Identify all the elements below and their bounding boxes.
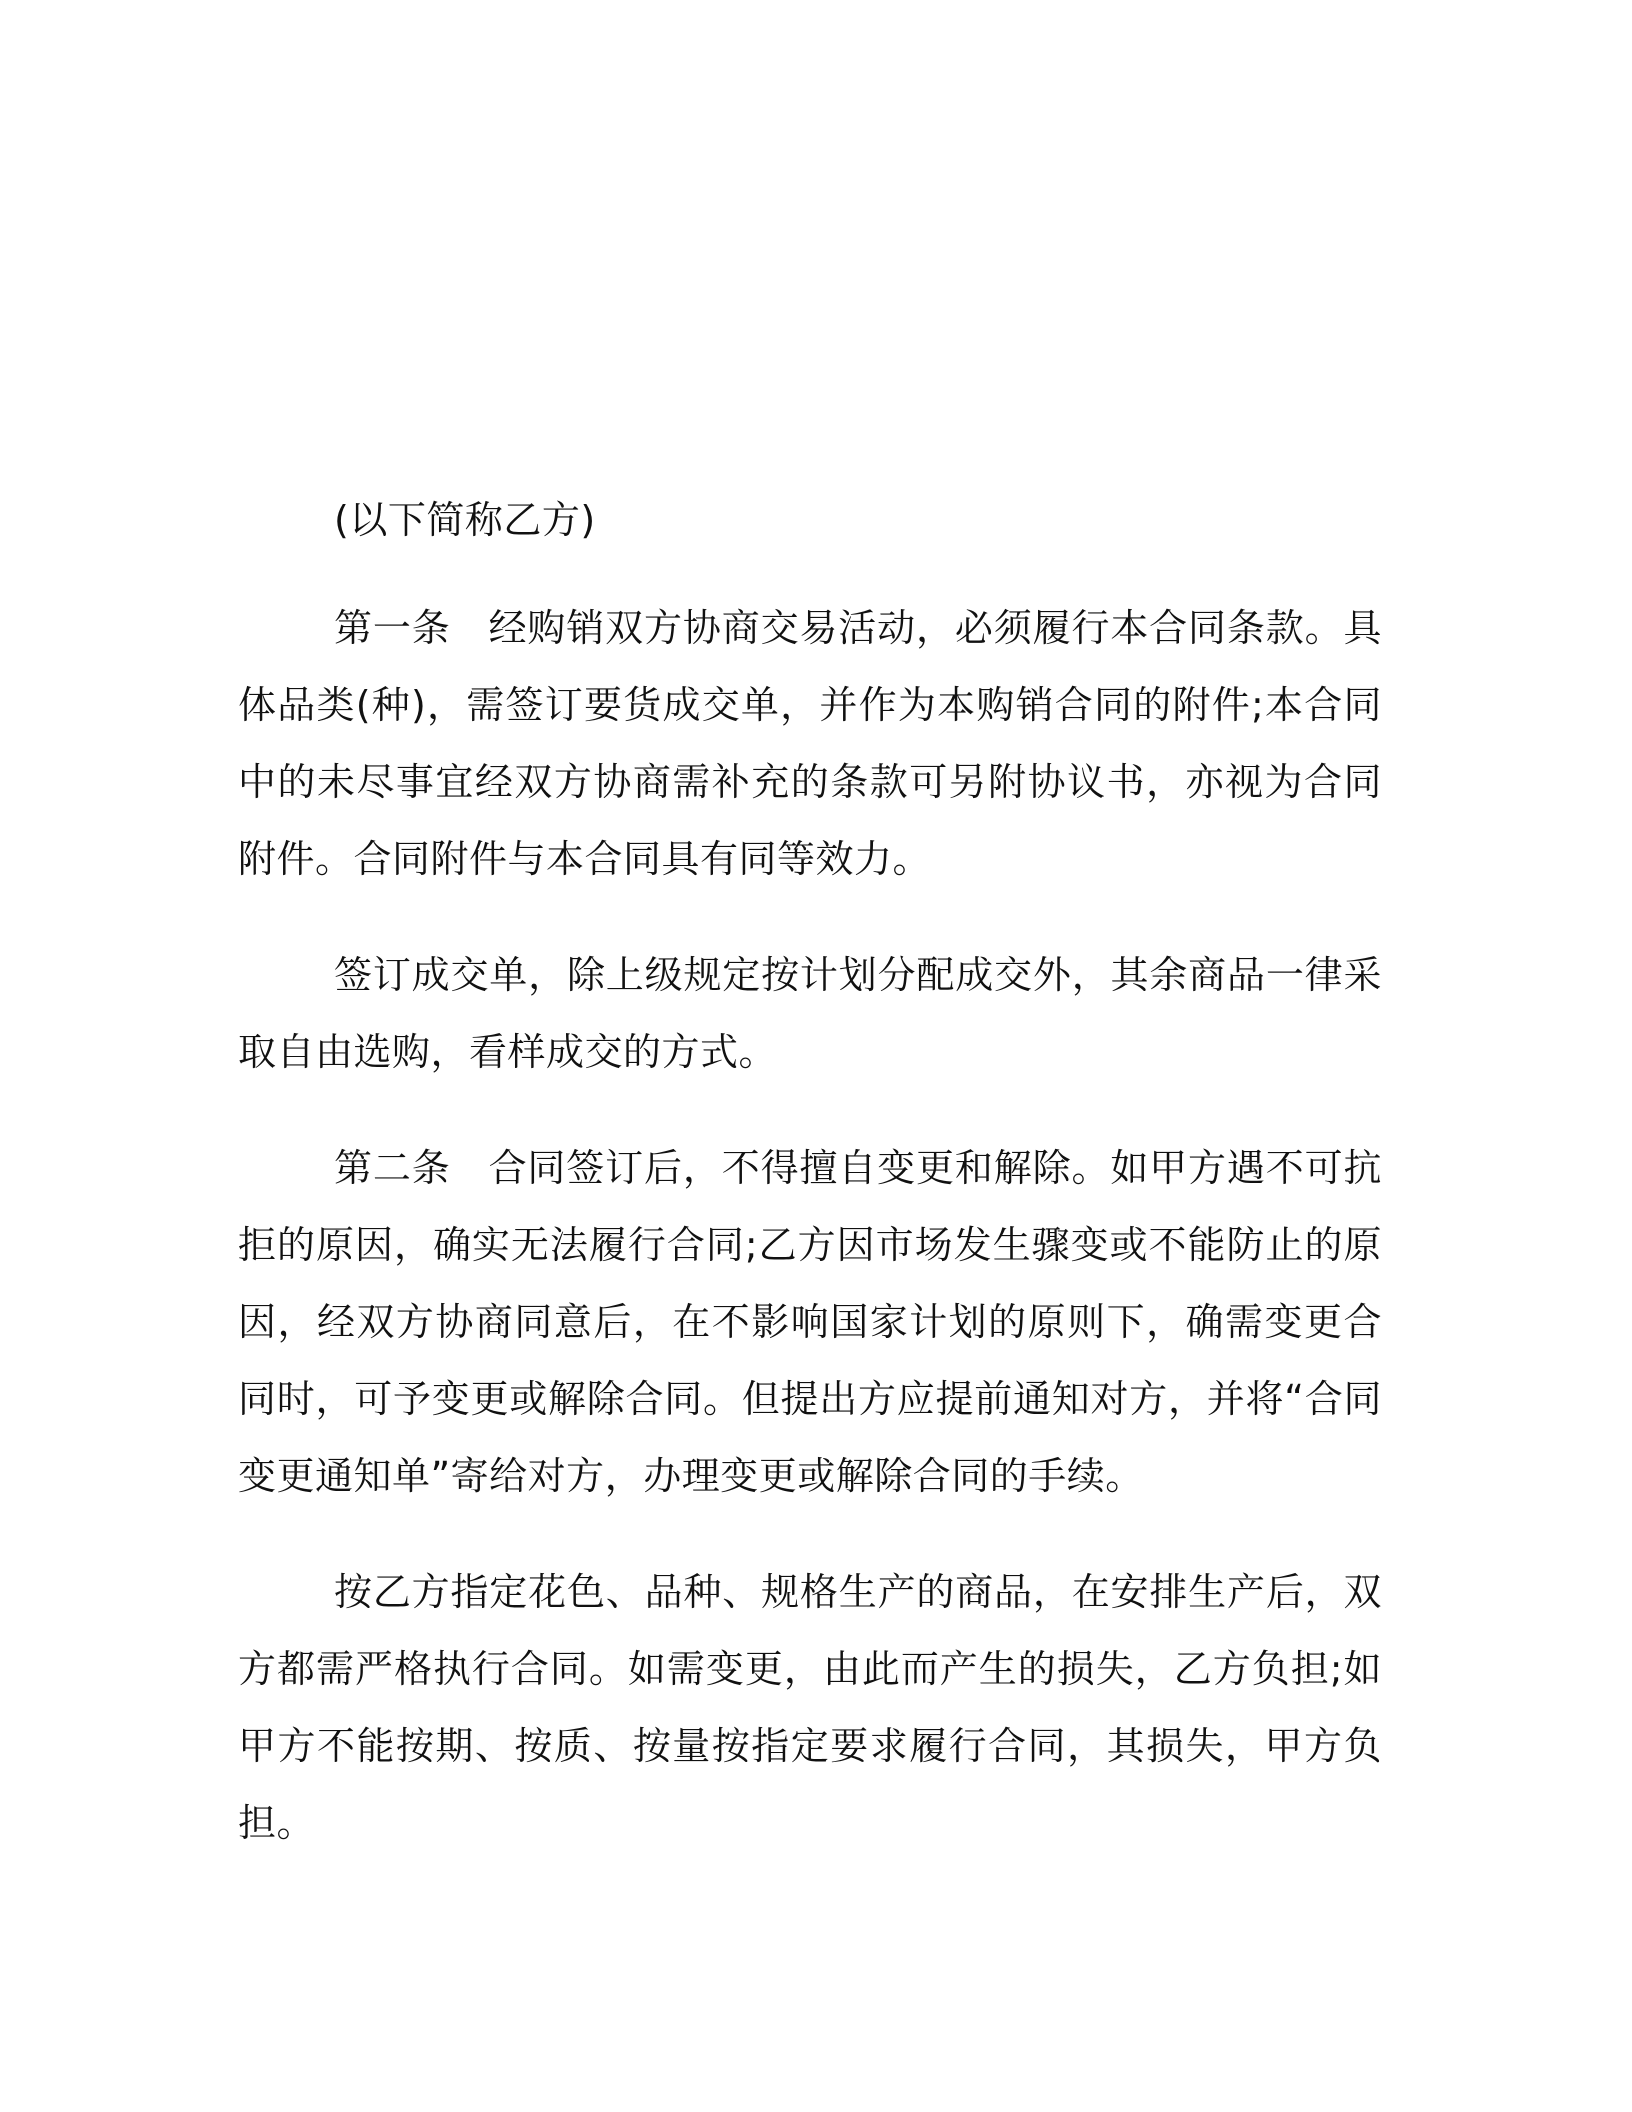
- article-2-text: 合同签订后，不得擅自变更和解除。如甲方遇不可抗拒的原因，确实无法履行合同;乙方因市场发生骤变或不能防止的原因，经双方协商同意后，在不影响国家计划的原则下，确需变更合同时，可予变更或解除合同。但提出方应提前通知对方，并将“合同变更通知单”寄给对方，办理变更或解除合同的手续。: [238, 1146, 1382, 1498]
- paragraph-text: 按乙方指定花色、品种、规格生产的商品，在安排生产后，双方都需严格执行合同。如需变更，由此而产生的损失，乙方负担;如甲方不能按期、按质、按量按指定要求履行合同，其损失，甲方负担。: [238, 1570, 1382, 1845]
- article-2-paragraph: [238, 1130, 1382, 1515]
- article-1-paragraph: [238, 590, 1382, 898]
- party-b-abbreviation-paragraph: [238, 482, 1382, 559]
- article-1-text: 经购销双方协商交易活动，必须履行本合同条款。具体品类(种)，需签订要货成交单，并作为本购销合同的附件;本合同中的未尽事宜经双方协商需补充的条款可另附协议书，亦视为合同附件。合同附件与本合同具有同等效力。: [238, 606, 1382, 881]
- article-2-label: 第二条: [334, 1146, 451, 1190]
- article-1-label: 第一条: [334, 606, 451, 650]
- document-body: [238, 482, 1382, 1901]
- paragraph-text: 签订成交单，除上级规定按计划分配成交外，其余商品一律采取自由选购，看样成交的方式。: [238, 953, 1382, 1074]
- order-form-paragraph: [238, 937, 1382, 1091]
- paragraph-text: (以下简称乙方): [334, 498, 596, 542]
- specified-goods-paragraph: [238, 1554, 1382, 1862]
